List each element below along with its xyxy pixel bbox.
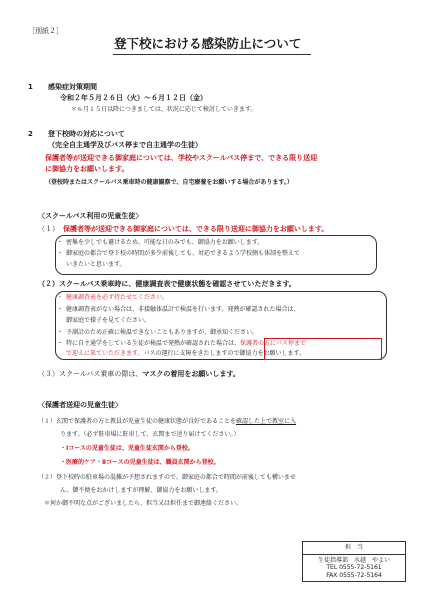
bus-item-2-bullet-3: ・ 予測計のため正確に検温できないこともありますが、御承知ください。 — [57, 329, 259, 336]
bus-item-2-text: （２）スクールバス乗車時に、健康調査表で健康状態を確認させていただきます。 — [38, 280, 296, 288]
section-2-health-note: （登校時またはスクールバス乗車時の健康観察で、自宅療養をお願いする場合があります。） — [45, 179, 293, 186]
section-2-heading: 登下校時の対応について — [48, 130, 125, 138]
bus-item-2-bullet-1: ・ 健康調査表を必ず持たせてください。 — [57, 294, 169, 301]
section-1-number: 1 — [28, 83, 33, 91]
attachment-label: ［別紙２］ — [28, 27, 63, 35]
bus-item-1-number: （１） — [38, 225, 59, 233]
bus-item-2-bullet-4: ・ 特に自主通学をしている生徒が検温で発熱が確認された場合は、保護者の方にバス停まで — [57, 340, 307, 347]
guardian-red-line-2: ・医療的ケア・Ⅱコースの児童生徒は、職員玄関から登校。 — [60, 459, 220, 466]
title-underline — [113, 54, 311, 55]
section-2-red-line-2: に御協力をお願いします。 — [45, 165, 129, 173]
bus-item-2-bullet-4-red-a: 保護者の方にバス停まで — [240, 340, 307, 347]
bus-item-2-bullet-4-red-b: で迎えに来ていただきます。 — [66, 350, 144, 357]
bus-item-1-bullet-2-cont: いきたいと思います。 — [66, 261, 126, 268]
section-2-number: 2 — [28, 130, 33, 138]
guardian-item-1-line-2: ります。（必ず駐車場に駐車して、玄関まで送り届けてください。） — [60, 431, 240, 438]
bus-item-3: （３）スクールバス乗車の際は、マスクの着用をお願いします。 — [38, 370, 240, 378]
section-1-period: 令和２年５月２６日（火）～６月１２日（金） — [60, 94, 207, 102]
contact-details — [303, 554, 406, 582]
bus-item-1-bullet-2: ・ 御家庭の都合で登下校の時間が多少前後しても、対応できるよう学校側も体制を整えて — [57, 250, 301, 257]
section-2-subheading: （完全自主通学及びバス停まで自主通学の生徒） — [48, 141, 202, 149]
page-title: 登下校における感染防止について — [114, 36, 302, 51]
guardian-item-2-line-2: ん。御不便をおかけしますが理解、御協力をお願いします。 — [60, 487, 222, 494]
bus-item-2-bullet-2-cont: 御家庭で様子を見てください。 — [66, 317, 151, 324]
contact-table — [302, 541, 406, 582]
section-1-heading: 感染症対策期間 — [48, 83, 97, 91]
red-highlight-box — [264, 338, 382, 360]
guardian-red-line-1: ・Ⅰコースの児童生徒は、児童生徒玄関から登校。 — [60, 445, 194, 452]
bus-item-2-bullet-2: ・ 健康調査表がない場合は、非接触体温計で検温を行います。発熱が確認された場合は、 — [57, 306, 300, 313]
contact-header: 担 当 — [303, 542, 406, 555]
guardian-item-2-line-1: （２）登下校時の駐車場の混雑が予想されますので、御家庭の都合で時間が前後しても構いませ — [38, 474, 296, 481]
bus-heading: 〈スクールバス利用の児童生徒〉 — [38, 212, 143, 220]
bus-item-1-bullet-1: ・ 密集を少しでも避けるため、可能な日のみでも、御協力をお願いします。 — [57, 239, 264, 246]
bus-item-2-bullet-4-cont: で迎えに来ていただきます。バスの運行に支障をきたしますので御協力をお願いします。 — [66, 350, 306, 357]
guardian-item-1-line-1: （１）玄関で保護者の方と教員が児童生徒の健康状態が良好であることを確認した上で教室に入 — [38, 418, 297, 425]
section-1-note: ＊６月１５日以降につきましては、状況に応じて検討していきます。 — [71, 106, 257, 113]
section-2-red-line-1: 保護者等が送迎できる御家庭については、学校やスクールバス停まで、できる限り送迎 — [45, 154, 318, 162]
contact-fax: FAX 0555-72-5164 — [326, 571, 382, 579]
contact-person: 生徒指導部 水越 やよい — [317, 556, 390, 564]
bus-item-1-text: 保護者等が送迎できる御家庭については、できる限り送迎に御協力をお願いします。 — [63, 225, 329, 233]
guardian-heading: 〈保護者送迎の児童生徒〉 — [38, 401, 122, 409]
guardian-footnote: ＊何か御不明な点がございましたら、担当又は担任まで御連絡ください。 — [44, 500, 243, 507]
contact-tel: TEL 0555-72-5161 — [326, 564, 382, 571]
